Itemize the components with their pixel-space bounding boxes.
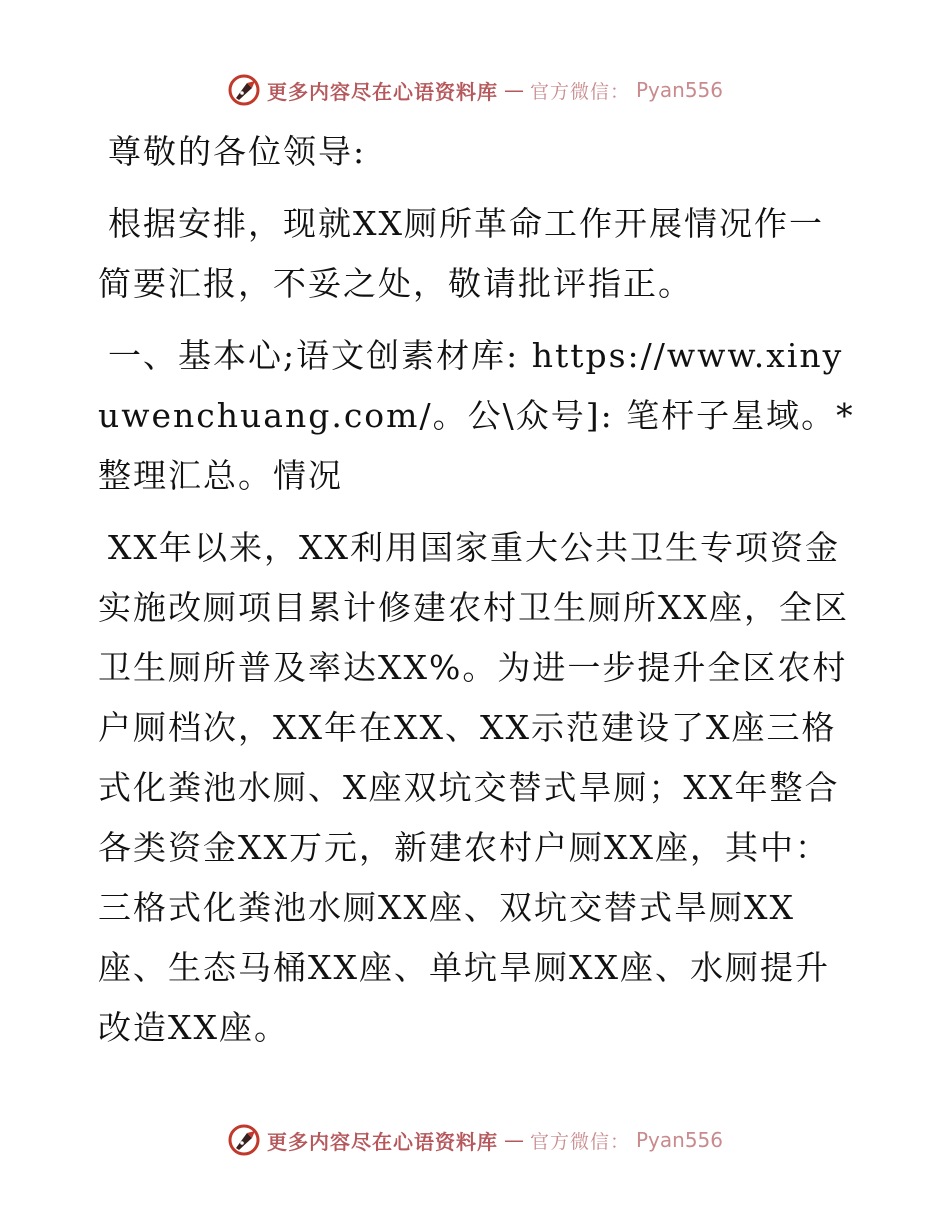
banner-wechat-id: Pyan556 <box>636 78 724 102</box>
banner-wechat-id: Pyan556 <box>636 1128 724 1152</box>
banner-separator: — <box>503 78 524 102</box>
header-banner <box>0 70 950 110</box>
document-body <box>98 122 858 1070</box>
banner-wechat-label: 官方微信： <box>529 80 630 103</box>
banner-separator: — <box>503 1128 524 1152</box>
intro-paragraph: 根据安排，现就XX厕所革命工作开展情况作一简要汇报，不妥之处，敬请批评指正。 <box>98 204 824 303</box>
pen-nib-circle-icon <box>227 1123 261 1157</box>
pen-nib-circle-icon <box>227 73 261 107</box>
banner-title: 更多内容尽在心语资料库 <box>266 79 498 104</box>
section-heading: 一、基本心;语文创素材库: https://www.xinyuwenchuang.com/。公\众号]: 笔杆子星域。*整理汇总。情况 <box>98 336 855 495</box>
salutation: 尊敬的各位领导: <box>108 132 367 171</box>
banner-wechat-label: 官方微信： <box>529 1130 630 1153</box>
footer-banner <box>0 1120 950 1160</box>
body-paragraph: XX年以来，XX利用国家重大公共卫生专项资金实施改厕项目累计修建农村卫生厕所XX座，全区卫生厕所普及率达XX%。为进一步提升全区农村户厕档次，XX年在XX、XX示范建设了X座三格式化粪池水厕、X座双坑交替式旱厕；XX年整合各类资金XX万元，新建农村户厕XX座，其中：三格式化粪池水厕XX座、双坑交替式旱厕XX座、生态马桶XX座、单坑旱厕XX座、水厕提升改造XX座。 <box>98 528 849 1047</box>
banner-title: 更多内容尽在心语资料库 <box>266 1129 498 1154</box>
